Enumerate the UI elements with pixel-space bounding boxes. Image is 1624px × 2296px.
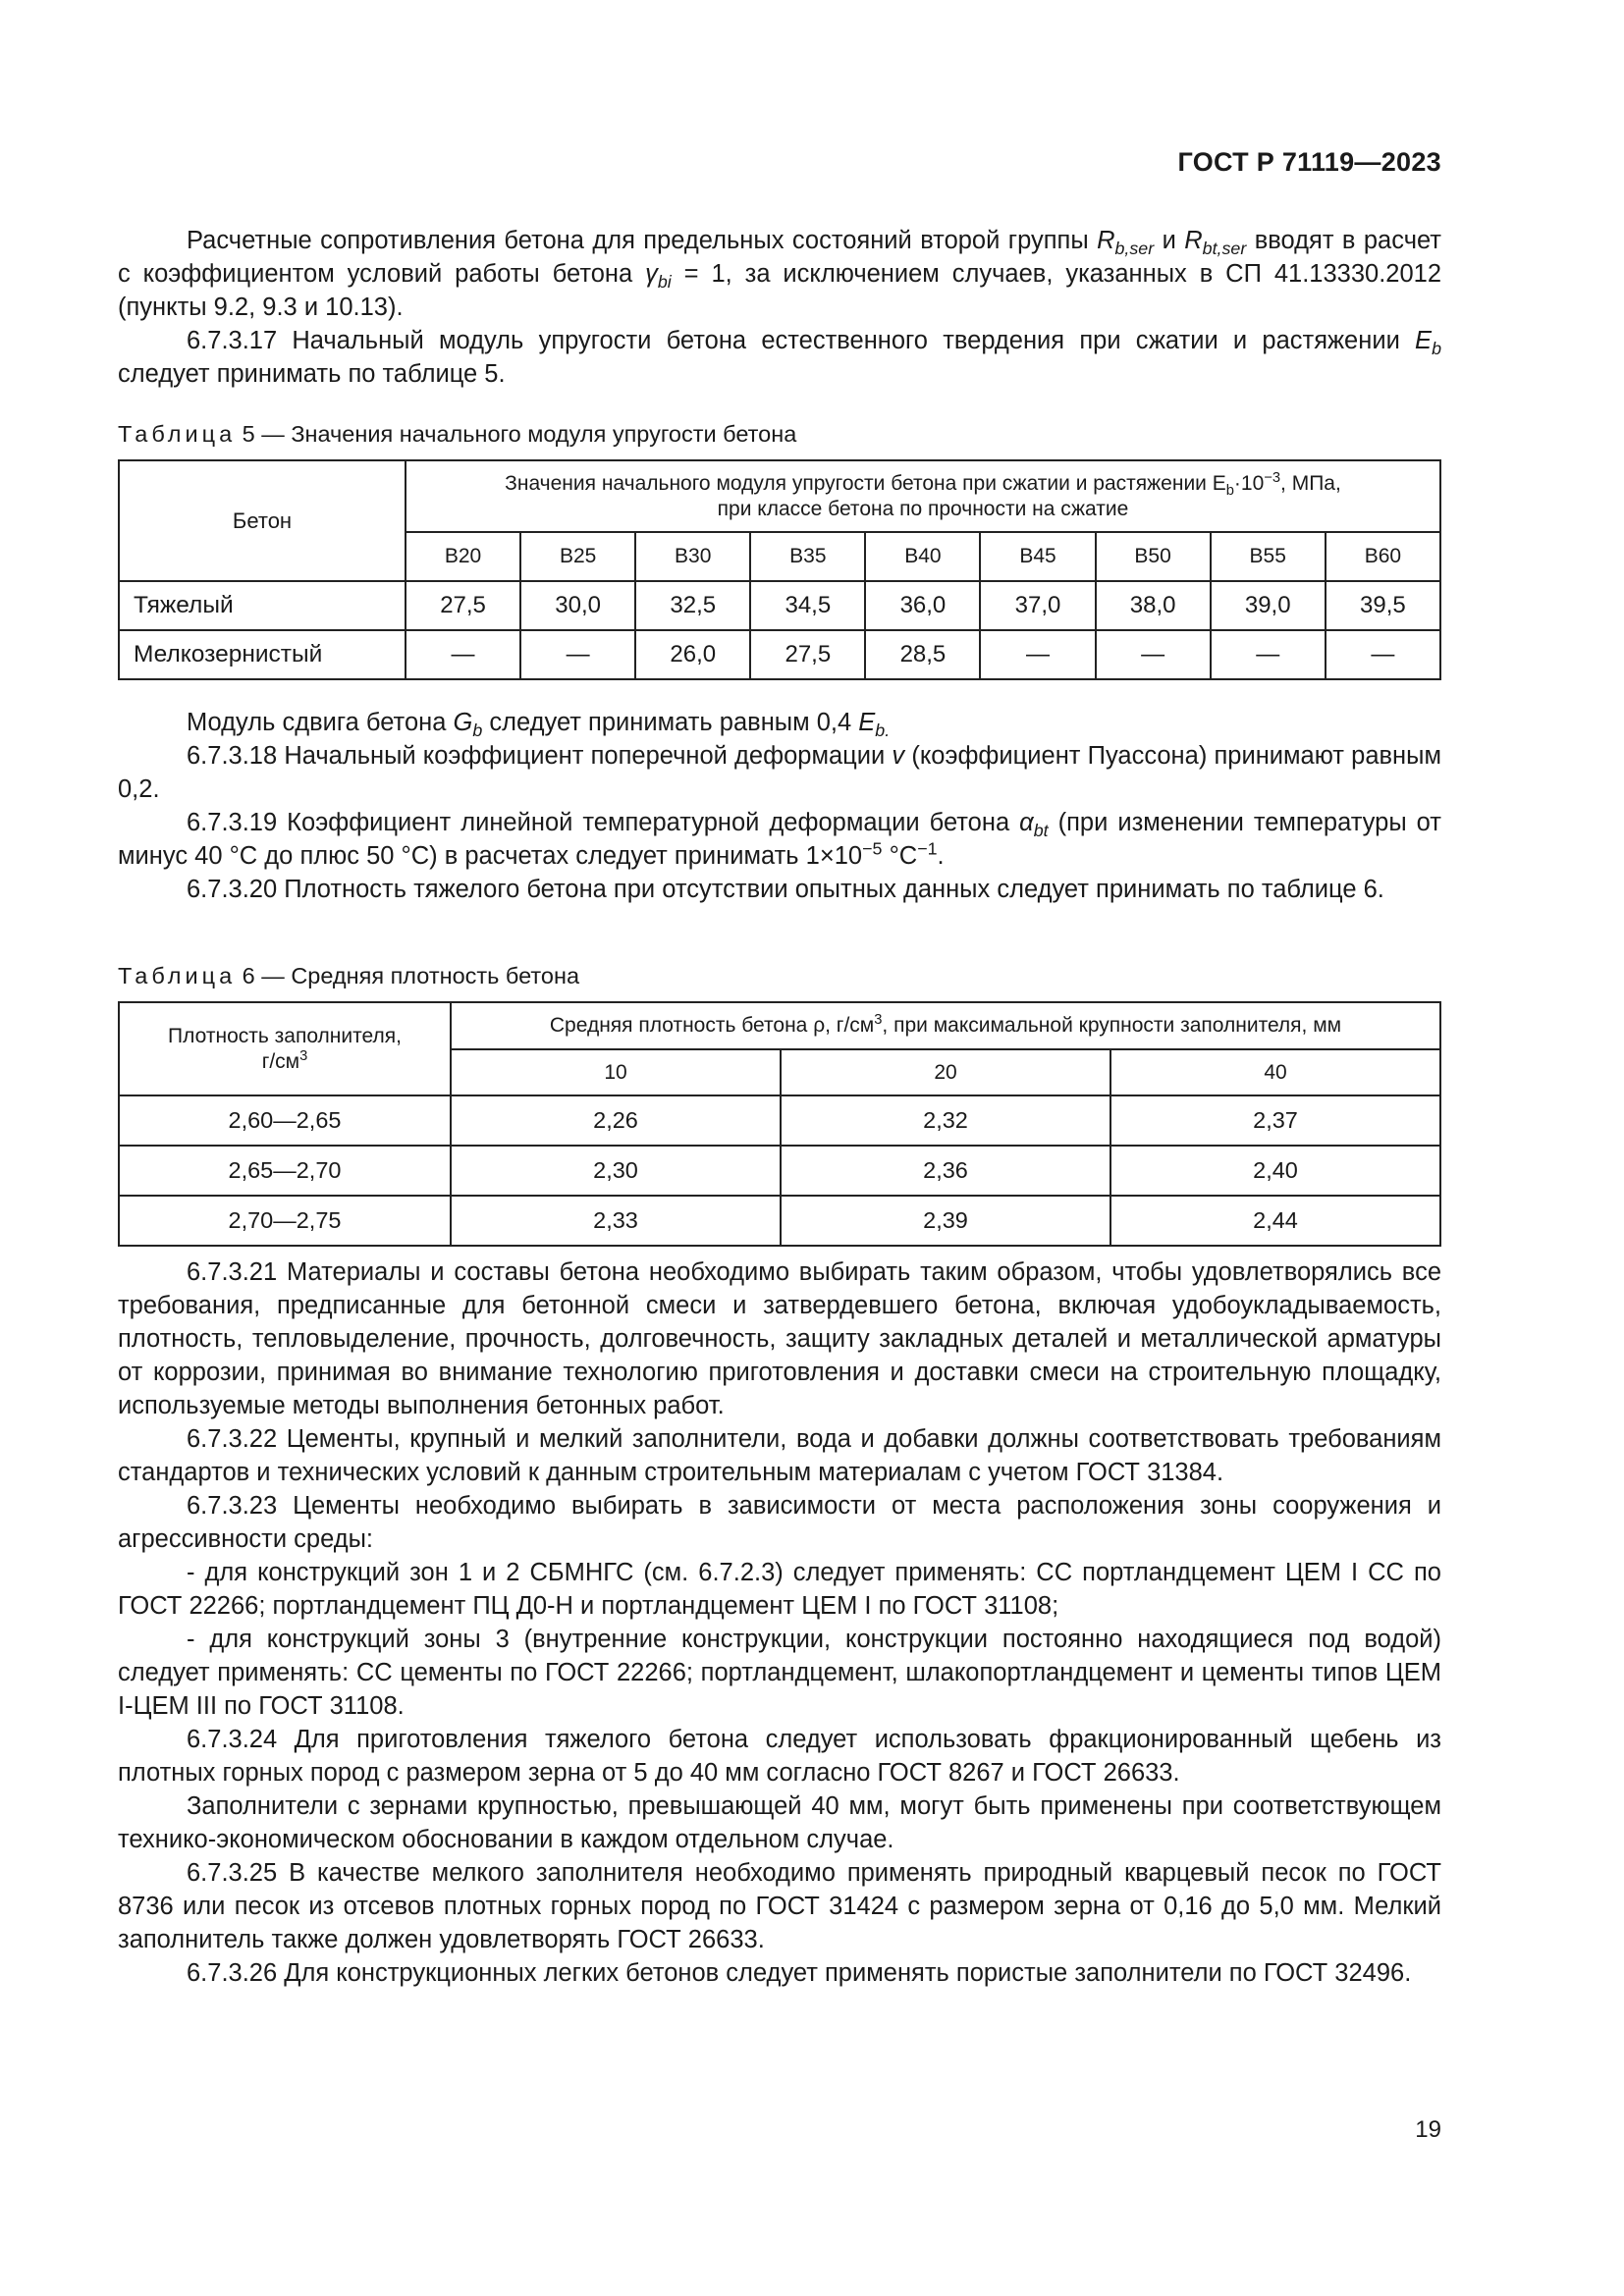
table6-cell: 2,39 — [781, 1196, 1110, 1246]
table6-cell: 2,37 — [1110, 1095, 1440, 1146]
table5-caption-block — [118, 417, 1441, 451]
table6-row-name: 2,70—2,75 — [119, 1196, 451, 1246]
table6-caption: Таблица 6 — Средняя плотность бетона — [118, 963, 580, 988]
table5-cell: 39,5 — [1326, 581, 1440, 630]
list-item: - для конструкций зон 1 и 2 СБМНГС (см. 6.7.2.3) следует применять: СС портландцемент ЦЕМ I СС по ГОСТ 22266; портландцемент ПЦ Д0-Н и портландцемент ЦЕМ I по ГОСТ 31108; — [118, 1559, 1441, 1620]
table5-caption: Таблица 5 — Значения начального модуля упругости бетона — [118, 421, 797, 447]
table5-cell: 34,5 — [750, 581, 865, 630]
table5-class: B50 — [1096, 532, 1211, 581]
table6-group-header: Средняя плотность бетона ρ, $г/см^3$, при максимальной крупности заполнителя, мм — [451, 1002, 1440, 1049]
bottom-text — [118, 1255, 1441, 1990]
table-row — [119, 581, 1440, 630]
table5-cell: 30,0 — [520, 581, 635, 630]
paragraph-6-7-3-18: 6.7.3.18 Начальный коэффициент поперечной деформации v (коэффициент Пуассона) принимают равным 0,2. — [118, 742, 1441, 803]
paragraph-design-resistance: Расчетные сопротивления бетона для предельных состояний второй группы $R_{b,ser}$ и $R_{bt,ser}$ вводят в расчет с коэффициентом условий работы бетона $\gamma_{bi} = 1$, за исключением случаев, указанных в СП 41.13330.2012 (пункты 9.2, 9.3 и 10.13). — [118, 227, 1442, 321]
table5-row-name: Мелкозернистый — [119, 630, 406, 679]
table6-cell: 2,26 — [451, 1095, 781, 1146]
table5-class: B60 — [1326, 532, 1440, 581]
table6-size: 10 — [451, 1049, 781, 1095]
table6-cell: 2,32 — [781, 1095, 1110, 1146]
table5-cell: 39,0 — [1211, 581, 1326, 630]
table5-cell: — — [1096, 630, 1211, 679]
table5-cell: — — [520, 630, 635, 679]
middle-text — [118, 706, 1441, 906]
page-number: 19 — [1415, 2116, 1441, 2143]
table-row — [119, 630, 1440, 679]
table5-class: B40 — [865, 532, 980, 581]
paragraph-6-7-3-25: 6.7.3.25 В качестве мелкого заполнителя необходимо применять природный кварцевый песок по ГОСТ 8736 или песок из отсевов плотных горных пород по ГОСТ 31424 с размером зерна от 0,16 до 5,0 мм. Мелкий заполнитель также должен удовлетворять ГОСТ 26633. — [118, 1859, 1441, 1953]
table5-cell: 27,5 — [750, 630, 865, 679]
table5-cell: 27,5 — [406, 581, 520, 630]
table6-cell: 2,36 — [781, 1146, 1110, 1196]
table-row — [119, 1146, 1440, 1196]
intro-text — [118, 224, 1441, 391]
table5-class: B55 — [1211, 532, 1326, 581]
table5-cell: 28,5 — [865, 630, 980, 679]
table5-cell: — — [406, 630, 520, 679]
table6-cell: 2,44 — [1110, 1196, 1440, 1246]
table5-cell: — — [1326, 630, 1440, 679]
table-row — [119, 1095, 1440, 1146]
table5-cell: 32,5 — [635, 581, 750, 630]
paragraph-6-7-3-24: 6.7.3.24 Для приготовления тяжелого бетона следует использовать фракционированный щебень из плотных горных пород с размером зерна от 5 до 40 мм согласно ГОСТ 8267 и ГОСТ 26633. — [118, 1726, 1441, 1787]
table6-cell: 2,40 — [1110, 1146, 1440, 1196]
table6-size: 40 — [1110, 1049, 1440, 1095]
table5-class: B30 — [635, 532, 750, 581]
table6-cell: 2,33 — [451, 1196, 781, 1246]
paragraph-6-7-3-22: 6.7.3.22 Цементы, крупный и мелкий заполнители, вода и добавки должны соответствовать требованиям стандартов и технических условий к данным строительным материалам с учетом ГОСТ 31384. — [118, 1425, 1441, 1486]
table5-class: B35 — [750, 532, 865, 581]
table5-cell: 26,0 — [635, 630, 750, 679]
table5-cell: — — [1211, 630, 1326, 679]
table5-wrapper — [118, 459, 1441, 680]
table6-row-header: Плотность заполнителя, $г/см^3$ — [119, 1002, 451, 1095]
table-row — [119, 1196, 1440, 1246]
paragraph-6-7-3-23: 6.7.3.23 Цементы необходимо выбирать в зависимости от места расположения зоны сооружения и агрессивности среды: — [118, 1492, 1441, 1553]
table5-row-name: Тяжелый — [119, 581, 406, 630]
table5-class: B45 — [980, 532, 1095, 581]
table6-size: 20 — [781, 1049, 1110, 1095]
table5-group-header: Значения начального модуля упругости бетона при сжатии и растяжении $E_b\cdot 10^{-3}$, МПа, при классе бетона по прочности на сжатие — [406, 460, 1440, 532]
paragraph-6-7-3-19: 6.7.3.19 Коэффициент линейной температурной деформации бетона $\alpha_{bt}$ (при изменении температуры от минус 40 °C до плюс 50 °C) в расчетах следует принимать $1\times 10^{-5}$ $^\circ C^{-1}$. — [118, 809, 1441, 870]
paragraph-6-7-3-20: 6.7.3.20 Плотность тяжелого бетона при отсутствии опытных данных следует принимать по таблице 6. — [187, 876, 1384, 903]
table6 — [118, 1001, 1441, 1247]
list-item: - для конструкций зоны 3 (внутренние конструкции, конструкции постоянно находящиеся под водой) следует применять: СС цементы по ГОСТ 22266; портландцемент, шлакопортландцемент и цементы типов ЦЕМ I-ЦЕМ III по ГОСТ 31108. — [118, 1626, 1441, 1720]
table6-wrapper — [118, 1001, 1441, 1247]
table5-row-header: Бетон — [119, 460, 406, 581]
table5-class: B20 — [406, 532, 520, 581]
table5-cell: 36,0 — [865, 581, 980, 630]
table5-cell: 37,0 — [980, 581, 1095, 630]
paragraph-shear-modulus: Модуль сдвига бетона $G_b$ следует принимать равным 0,4 $E_{b.}$ — [187, 709, 891, 741]
paragraph-6-7-3-21: 6.7.3.21 Материалы и составы бетона необходимо выбирать таким образом, чтобы удовлетворялись все требования, предписанные для бетонной смеси и затвердевшего бетона, включая удобоукладываемость, плотность, тепловыделение, прочность, долговечность, защиту закладных деталей и металлической арматуры от коррозии, принимая во внимание технологию приготовления и доставки смеси на строительную площадку, используемые методы выполнения бетонных работ. — [118, 1258, 1441, 1419]
table5-class: B25 — [520, 532, 635, 581]
table5-cell: — — [980, 630, 1095, 679]
table5-cell: 38,0 — [1096, 581, 1211, 630]
table6-row-name: 2,65—2,70 — [119, 1146, 451, 1196]
paragraph-aggregates: Заполнители с зернами крупностью, превышающей 40 мм, могут быть применены при соответствующем технико-экономическом обосновании в каждом отдельном случае. — [118, 1792, 1441, 1853]
table6-cell: 2,30 — [451, 1146, 781, 1196]
paragraph-6-7-3-26: 6.7.3.26 Для конструкционных легких бетонов следует применять пористые заполнители по ГОСТ 32496. — [187, 1959, 1412, 1987]
table6-caption-block — [118, 959, 1441, 992]
paragraph-6-7-3-17: 6.7.3.17 Начальный модуль упругости бетона естественного твердения при сжатии и растяжении $E_b$ следует принимать по таблице 5. — [118, 327, 1441, 388]
document-code: ГОСТ Р 71119—2023 — [1177, 147, 1441, 177]
table6-row-name: 2,60—2,65 — [119, 1095, 451, 1146]
table5 — [118, 459, 1441, 680]
